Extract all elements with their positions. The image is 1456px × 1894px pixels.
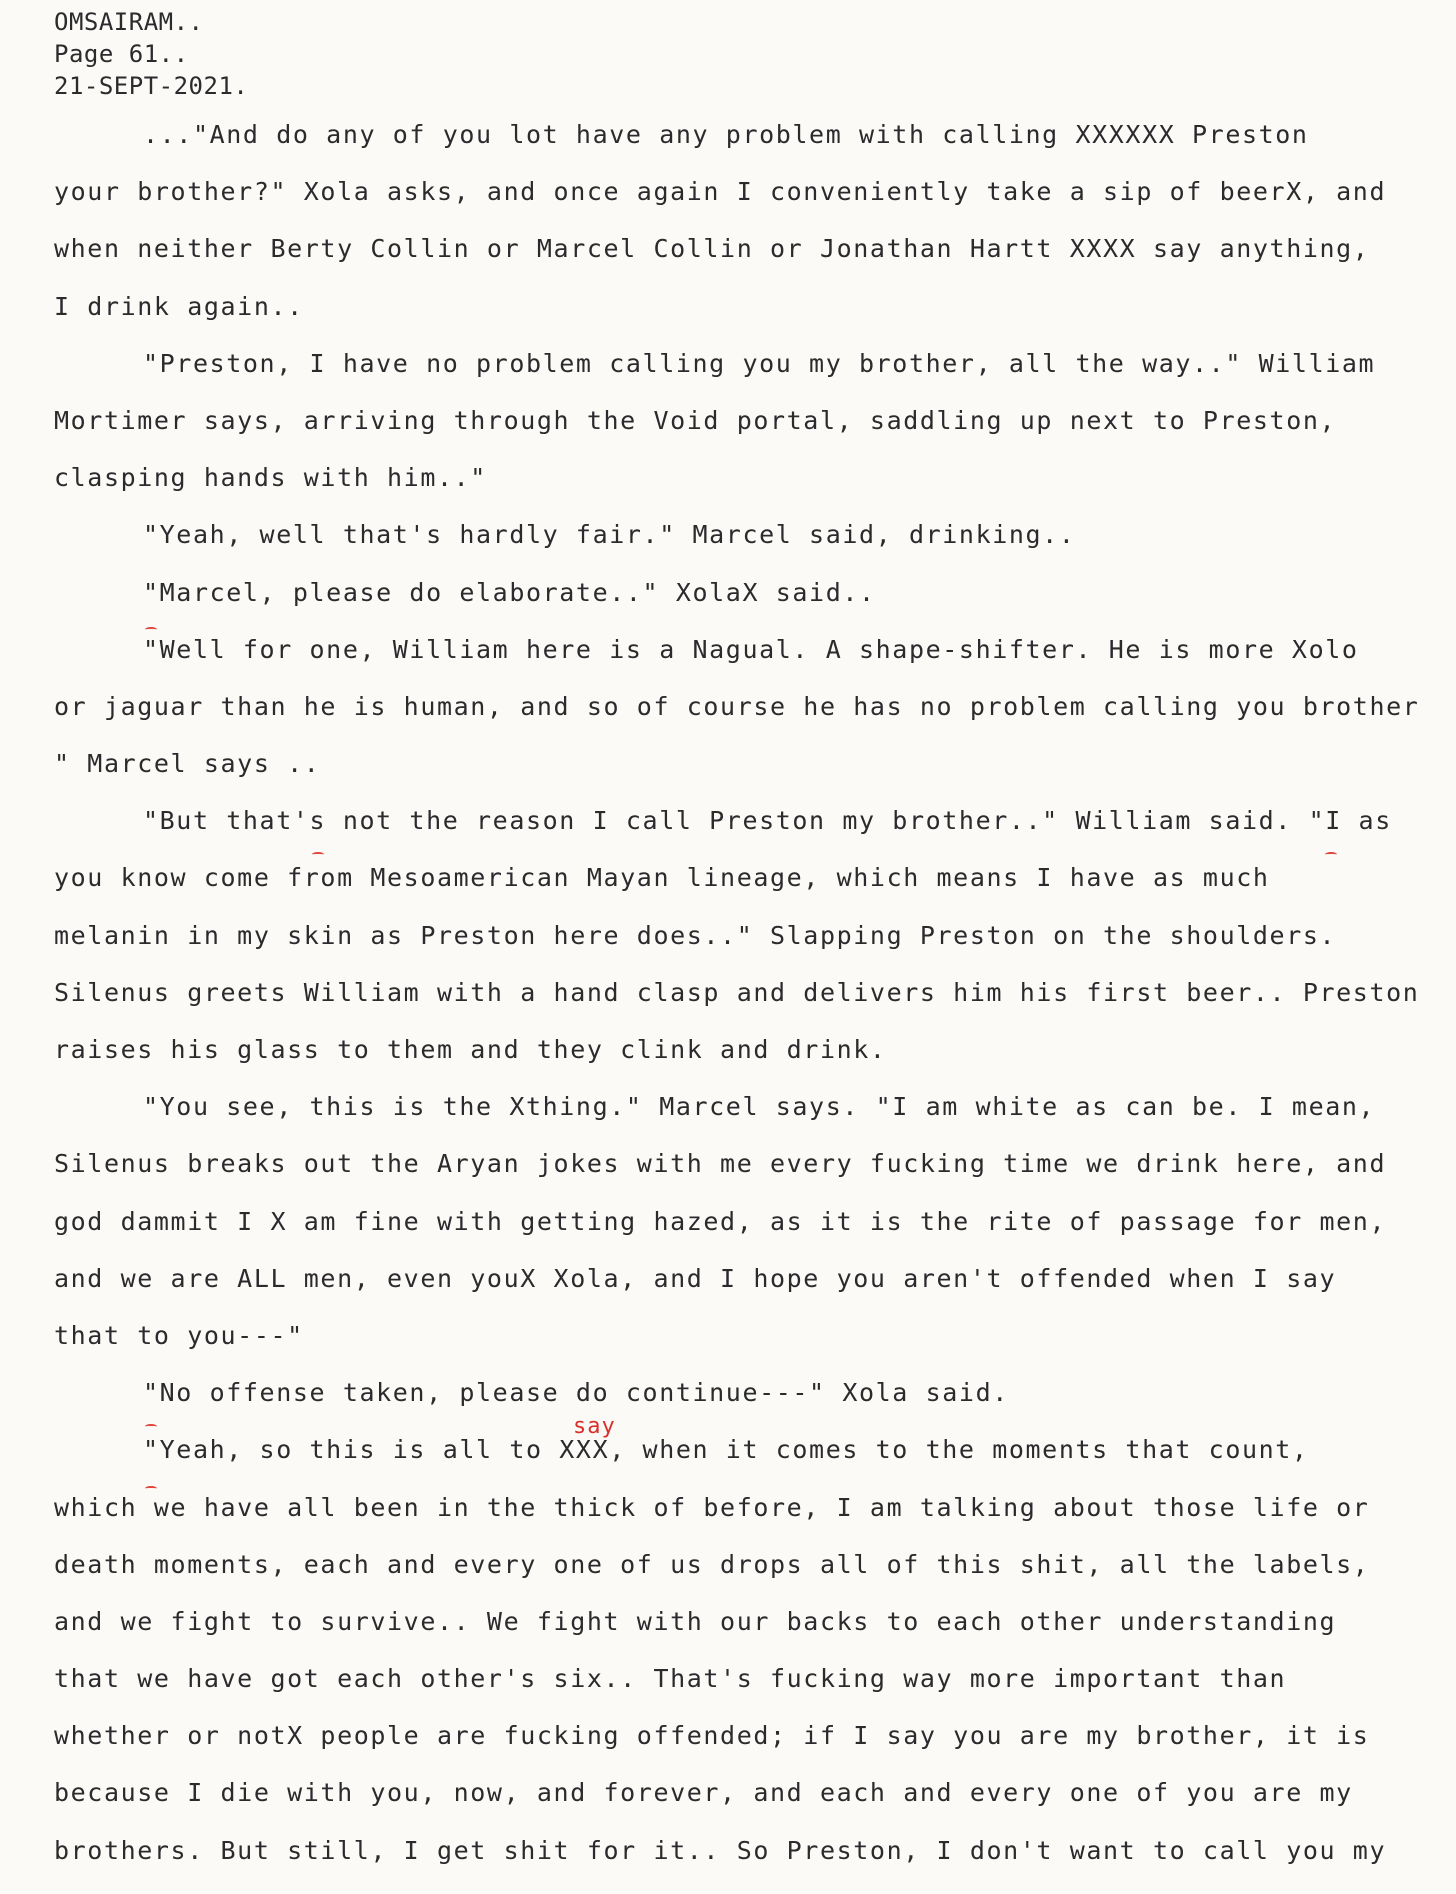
text-line: and we are ALL men, even youX Xola, and I hope you aren't offended when I say — [54, 1263, 1337, 1293]
page-header — [54, 6, 248, 102]
text-line: "No offense taken, please do continue---" Xola said. — [143, 1378, 1009, 1408]
red-annotation: say — [573, 1414, 616, 1439]
text-line: "Preston, I have no problem calling you my brother, all the way.." William — [143, 348, 1376, 378]
text-line: "But that's not the reason I call Preston my brother.." William said. "I as — [143, 806, 1392, 836]
red-edit-mark — [312, 852, 324, 857]
header-page-number: Page 61.. — [54, 40, 189, 68]
header-date: 21-SEPT-2021. — [54, 72, 249, 100]
text-line: Mortimer says, arriving through the Void portal, saddling up next to Preston, — [54, 405, 1337, 435]
text-line: god dammit I X am fine with getting hazed, as it is the rite of passage for men, — [54, 1206, 1387, 1236]
red-edit-mark — [145, 1486, 157, 1491]
text-line: ..."And do any of you lot have any problem with calling XXXXXX Preston — [143, 120, 1309, 149]
text-line: or jaguar than he is human, and so of course he has no problem calling you brother — [54, 691, 1420, 721]
text-line: your brother?" Xola asks, and once again I conveniently take a sip of beerX, and — [54, 177, 1387, 207]
text-line: that to you---" — [54, 1320, 304, 1350]
text-line: which we have all been in the thick of before, I am talking about those life or — [54, 1492, 1370, 1522]
text-line: whether or notX people are fucking offended; if I say you are my brother, it is — [54, 1721, 1370, 1751]
text-line: because I die with you, now, and forever, and each and every one of you are my — [54, 1778, 1353, 1808]
red-edit-mark — [145, 627, 157, 632]
text-line: raises his glass to them and they clink and drink. — [54, 1035, 887, 1064]
text-line: "You see, this is the Xthing." Marcel says. "I am white as can be. I mean, — [143, 1092, 1376, 1122]
text-line: Silenus breaks out the Aryan jokes with me every fucking time we drink here, and — [54, 1149, 1387, 1179]
text-line: melanin in my skin as Preston here does.." Slapping Preston on the shoulders. — [54, 920, 1337, 950]
red-edit-mark — [145, 1424, 157, 1429]
text-line: "Well for one, William here is a Nagual. A shape-shifter. He is more Xolo — [143, 634, 1359, 664]
header-invocation: OMSAIRAM.. — [54, 8, 204, 36]
text-line: and we fight to survive.. We fight with our backs to each other understanding — [54, 1606, 1337, 1636]
text-line: "Marcel, please do elaborate.." XolaX said.. — [143, 577, 876, 607]
text-line: "Yeah, well that's hardly fair." Marcel said, drinking.. — [143, 520, 1076, 550]
text-line: brothers. But still, I get shit for it.. So Preston, I don't want to call you my — [54, 1835, 1387, 1865]
manuscript-body — [54, 121, 1449, 1894]
text-line: that we have got each other's six.. That's fucking way more important than — [54, 1664, 1287, 1694]
text-line: when neither Berty Collin or Marcel Collin or Jonathan Hartt XXXX say anything, — [54, 234, 1370, 264]
text-line: I drink again.. — [54, 291, 304, 321]
text-line: clasping hands with him.." — [54, 463, 487, 493]
text-line: Silenus greets William with a hand clasp and delivers him his first beer.. Preston — [54, 977, 1420, 1007]
red-edit-mark — [1325, 852, 1337, 857]
text-line: " Marcel says .. — [54, 749, 321, 779]
text-line: "Yeah, so this is all to XXX, when it comes to the moments that count, — [143, 1435, 1309, 1465]
text-line: death moments, each and every one of us drops all of this shit, all the labels, — [54, 1549, 1370, 1579]
text-line: you know come from Mesoamerican Mayan lineage, which means I have as much — [54, 863, 1270, 893]
